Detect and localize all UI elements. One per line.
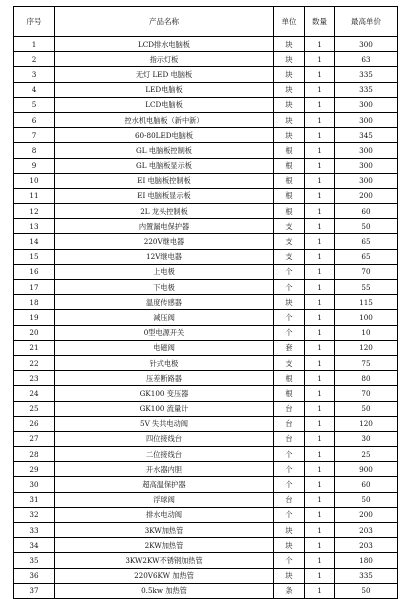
cell-quantity: 1 bbox=[305, 204, 335, 219]
table-row bbox=[14, 188, 398, 203]
table-row bbox=[14, 431, 398, 446]
cell-quantity: 1 bbox=[305, 447, 335, 462]
cell-quantity: 1 bbox=[305, 462, 335, 477]
cell-product-name: 针式电极 bbox=[55, 355, 274, 370]
cell-product-name: 开水器内胆 bbox=[55, 462, 274, 477]
cell-unit: 根 bbox=[274, 371, 305, 386]
cell-max-price: 75 bbox=[335, 355, 398, 370]
cell-serial: 14 bbox=[14, 234, 55, 249]
cell-product-name: 减压阀 bbox=[55, 310, 274, 325]
cell-unit: 个 bbox=[274, 264, 305, 279]
cell-serial: 32 bbox=[14, 507, 55, 522]
cell-product-name: 超高温保护器 bbox=[55, 477, 274, 492]
cell-serial: 10 bbox=[14, 173, 55, 188]
cell-quantity: 1 bbox=[305, 507, 335, 522]
cell-product-name: 2KW加热管 bbox=[55, 538, 274, 553]
cell-max-price: 10 bbox=[335, 325, 398, 340]
cell-max-price: 345 bbox=[335, 128, 398, 143]
cell-unit: 个 bbox=[274, 553, 305, 568]
cell-quantity: 1 bbox=[305, 477, 335, 492]
cell-product-name: 控水机电脑板（新中新） bbox=[55, 112, 274, 127]
cell-max-price: 203 bbox=[335, 538, 398, 553]
cell-max-price: 120 bbox=[335, 340, 398, 355]
cell-max-price: 335 bbox=[335, 67, 398, 82]
cell-max-price: 300 bbox=[335, 158, 398, 173]
cell-max-price: 100 bbox=[335, 310, 398, 325]
cell-max-price: 60 bbox=[335, 204, 398, 219]
cell-unit: 块 bbox=[274, 128, 305, 143]
cell-quantity: 1 bbox=[305, 492, 335, 507]
cell-quantity: 1 bbox=[305, 386, 335, 401]
cell-product-name: 220V继电器 bbox=[55, 234, 274, 249]
cell-max-price: 180 bbox=[335, 553, 398, 568]
cell-unit: 个 bbox=[274, 477, 305, 492]
cell-serial: 26 bbox=[14, 416, 55, 431]
cell-serial: 5 bbox=[14, 97, 55, 112]
cell-unit: 台 bbox=[274, 401, 305, 416]
cell-max-price: 120 bbox=[335, 416, 398, 431]
cell-unit: 支 bbox=[274, 234, 305, 249]
cell-product-name: LCD排水电脑板 bbox=[55, 37, 274, 52]
cell-quantity: 1 bbox=[305, 568, 335, 583]
cell-serial: 34 bbox=[14, 538, 55, 553]
cell-unit: 块 bbox=[274, 523, 305, 538]
cell-serial: 27 bbox=[14, 431, 55, 446]
cell-product-name: 内置漏电保护器 bbox=[55, 219, 274, 234]
cell-product-name: 指示灯板 bbox=[55, 52, 274, 67]
table-row bbox=[14, 553, 398, 568]
cell-quantity: 1 bbox=[305, 234, 335, 249]
cell-max-price: 335 bbox=[335, 82, 398, 97]
table-row bbox=[14, 492, 398, 507]
cell-unit: 根 bbox=[274, 386, 305, 401]
cell-unit: 个 bbox=[274, 462, 305, 477]
cell-unit: 条 bbox=[274, 583, 305, 598]
cell-unit: 支 bbox=[274, 219, 305, 234]
cell-max-price: 63 bbox=[335, 52, 398, 67]
cell-product-name: GL 电脑板控制板 bbox=[55, 143, 274, 158]
cell-max-price: 115 bbox=[335, 295, 398, 310]
cell-serial: 7 bbox=[14, 128, 55, 143]
cell-max-price: 300 bbox=[335, 143, 398, 158]
header-row bbox=[14, 7, 398, 37]
cell-quantity: 1 bbox=[305, 401, 335, 416]
cell-unit: 块 bbox=[274, 82, 305, 97]
cell-max-price: 900 bbox=[335, 462, 398, 477]
table-header bbox=[14, 7, 398, 37]
cell-product-name: 浮球阀 bbox=[55, 492, 274, 507]
cell-product-name: 二位接线台 bbox=[55, 447, 274, 462]
table-row bbox=[14, 583, 398, 598]
cell-max-price: 300 bbox=[335, 97, 398, 112]
cell-serial: 2 bbox=[14, 52, 55, 67]
table-row bbox=[14, 37, 398, 52]
header-max-price: 最高单价 bbox=[335, 7, 398, 37]
table-row bbox=[14, 128, 398, 143]
table-row bbox=[14, 97, 398, 112]
table-row bbox=[14, 477, 398, 492]
cell-product-name: EI 电脑板控制板 bbox=[55, 173, 274, 188]
cell-quantity: 1 bbox=[305, 583, 335, 598]
cell-quantity: 1 bbox=[305, 143, 335, 158]
table-row bbox=[14, 52, 398, 67]
table-row bbox=[14, 386, 398, 401]
cell-product-name: 0型电源开关 bbox=[55, 325, 274, 340]
header-unit: 单位 bbox=[274, 7, 305, 37]
cell-quantity: 1 bbox=[305, 158, 335, 173]
cell-quantity: 1 bbox=[305, 52, 335, 67]
cell-serial: 4 bbox=[14, 82, 55, 97]
cell-quantity: 1 bbox=[305, 416, 335, 431]
cell-product-name: 2L 龙头控制板 bbox=[55, 204, 274, 219]
cell-quantity: 1 bbox=[305, 37, 335, 52]
cell-serial: 1 bbox=[14, 37, 55, 52]
cell-unit: 个 bbox=[274, 325, 305, 340]
cell-quantity: 1 bbox=[305, 173, 335, 188]
cell-product-name: 5V 失共电动阀 bbox=[55, 416, 274, 431]
cell-unit: 块 bbox=[274, 67, 305, 82]
table-row bbox=[14, 538, 398, 553]
cell-serial: 21 bbox=[14, 340, 55, 355]
cell-serial: 35 bbox=[14, 553, 55, 568]
cell-max-price: 70 bbox=[335, 386, 398, 401]
cell-max-price: 300 bbox=[335, 112, 398, 127]
cell-product-name: 3KW加热管 bbox=[55, 523, 274, 538]
cell-quantity: 1 bbox=[305, 295, 335, 310]
table-row bbox=[14, 112, 398, 127]
cell-unit: 套 bbox=[274, 340, 305, 355]
cell-max-price: 25 bbox=[335, 447, 398, 462]
cell-quantity: 1 bbox=[305, 340, 335, 355]
cell-unit: 台 bbox=[274, 492, 305, 507]
table-row bbox=[14, 462, 398, 477]
table-row bbox=[14, 264, 398, 279]
cell-product-name: EI 电脑板显示板 bbox=[55, 188, 274, 203]
cell-unit: 根 bbox=[274, 143, 305, 158]
cell-product-name: LED电脑板 bbox=[55, 82, 274, 97]
cell-max-price: 200 bbox=[335, 507, 398, 522]
cell-serial: 36 bbox=[14, 568, 55, 583]
cell-quantity: 1 bbox=[305, 188, 335, 203]
cell-unit: 根 bbox=[274, 188, 305, 203]
cell-unit: 个 bbox=[274, 280, 305, 295]
table-row bbox=[14, 249, 398, 264]
cell-quantity: 1 bbox=[305, 325, 335, 340]
cell-serial: 15 bbox=[14, 249, 55, 264]
cell-product-name: 12V继电器 bbox=[55, 249, 274, 264]
table-row bbox=[14, 325, 398, 340]
cell-max-price: 203 bbox=[335, 523, 398, 538]
cell-max-price: 50 bbox=[335, 583, 398, 598]
cell-max-price: 300 bbox=[335, 173, 398, 188]
cell-max-price: 60 bbox=[335, 477, 398, 492]
cell-serial: 8 bbox=[14, 143, 55, 158]
cell-product-name: GL 电脑板显示板 bbox=[55, 158, 274, 173]
parts-price-table bbox=[13, 6, 398, 599]
cell-max-price: 200 bbox=[335, 188, 398, 203]
cell-serial: 24 bbox=[14, 386, 55, 401]
cell-serial: 9 bbox=[14, 158, 55, 173]
table-row bbox=[14, 401, 398, 416]
cell-serial: 12 bbox=[14, 204, 55, 219]
table-row bbox=[14, 523, 398, 538]
cell-quantity: 1 bbox=[305, 371, 335, 386]
table-row bbox=[14, 416, 398, 431]
cell-quantity: 1 bbox=[305, 310, 335, 325]
cell-max-price: 300 bbox=[335, 37, 398, 52]
cell-product-name: GK100 变压器 bbox=[55, 386, 274, 401]
cell-max-price: 55 bbox=[335, 280, 398, 295]
cell-quantity: 1 bbox=[305, 431, 335, 446]
cell-product-name: LCD电脑板 bbox=[55, 97, 274, 112]
table-row bbox=[14, 234, 398, 249]
cell-serial: 16 bbox=[14, 264, 55, 279]
table-body bbox=[14, 37, 398, 599]
cell-product-name: 上电极 bbox=[55, 264, 274, 279]
cell-serial: 22 bbox=[14, 355, 55, 370]
cell-unit: 根 bbox=[274, 204, 305, 219]
table-row bbox=[14, 143, 398, 158]
cell-max-price: 65 bbox=[335, 249, 398, 264]
cell-serial: 20 bbox=[14, 325, 55, 340]
header-quantity: 数量 bbox=[305, 7, 335, 37]
cell-quantity: 1 bbox=[305, 280, 335, 295]
cell-unit: 个 bbox=[274, 507, 305, 522]
table-row bbox=[14, 447, 398, 462]
cell-quantity: 1 bbox=[305, 82, 335, 97]
cell-serial: 31 bbox=[14, 492, 55, 507]
cell-unit: 块 bbox=[274, 295, 305, 310]
cell-unit: 块 bbox=[274, 538, 305, 553]
cell-product-name: 下电极 bbox=[55, 280, 274, 295]
cell-max-price: 50 bbox=[335, 492, 398, 507]
cell-max-price: 30 bbox=[335, 431, 398, 446]
header-product-name: 产品名称 bbox=[55, 7, 274, 37]
cell-serial: 19 bbox=[14, 310, 55, 325]
table-row bbox=[14, 219, 398, 234]
cell-serial: 6 bbox=[14, 112, 55, 127]
table-row bbox=[14, 158, 398, 173]
cell-max-price: 335 bbox=[335, 568, 398, 583]
cell-product-name: 电磁阀 bbox=[55, 340, 274, 355]
table-row bbox=[14, 310, 398, 325]
cell-quantity: 1 bbox=[305, 249, 335, 264]
cell-max-price: 65 bbox=[335, 234, 398, 249]
cell-quantity: 1 bbox=[305, 219, 335, 234]
table-row bbox=[14, 82, 398, 97]
table-row bbox=[14, 340, 398, 355]
cell-quantity: 1 bbox=[305, 553, 335, 568]
cell-quantity: 1 bbox=[305, 128, 335, 143]
cell-quantity: 1 bbox=[305, 112, 335, 127]
cell-unit: 根 bbox=[274, 158, 305, 173]
cell-quantity: 1 bbox=[305, 97, 335, 112]
cell-serial: 23 bbox=[14, 371, 55, 386]
table-row bbox=[14, 355, 398, 370]
header-serial: 序号 bbox=[14, 7, 55, 37]
cell-max-price: 80 bbox=[335, 371, 398, 386]
cell-serial: 18 bbox=[14, 295, 55, 310]
cell-product-name: 220V6KW 加热管 bbox=[55, 568, 274, 583]
table-row bbox=[14, 280, 398, 295]
cell-serial: 30 bbox=[14, 477, 55, 492]
cell-product-name: 无灯 LED 电脑板 bbox=[55, 67, 274, 82]
cell-max-price: 70 bbox=[335, 264, 398, 279]
cell-serial: 33 bbox=[14, 523, 55, 538]
cell-serial: 11 bbox=[14, 188, 55, 203]
table-row bbox=[14, 507, 398, 522]
cell-max-price: 50 bbox=[335, 401, 398, 416]
cell-quantity: 1 bbox=[305, 523, 335, 538]
cell-serial: 29 bbox=[14, 462, 55, 477]
cell-unit: 支 bbox=[274, 355, 305, 370]
table-row bbox=[14, 371, 398, 386]
cell-quantity: 1 bbox=[305, 538, 335, 553]
cell-unit: 块 bbox=[274, 97, 305, 112]
cell-unit: 块 bbox=[274, 112, 305, 127]
cell-product-name: 温度传感器 bbox=[55, 295, 274, 310]
cell-product-name: 四位接线台 bbox=[55, 431, 274, 446]
cell-product-name: 排水电动阀 bbox=[55, 507, 274, 522]
cell-unit: 个 bbox=[274, 447, 305, 462]
cell-unit: 块 bbox=[274, 52, 305, 67]
cell-quantity: 1 bbox=[305, 264, 335, 279]
cell-unit: 台 bbox=[274, 416, 305, 431]
cell-unit: 个 bbox=[274, 310, 305, 325]
cell-unit: 台 bbox=[274, 431, 305, 446]
cell-serial: 17 bbox=[14, 280, 55, 295]
cell-unit: 支 bbox=[274, 249, 305, 264]
cell-quantity: 1 bbox=[305, 67, 335, 82]
cell-max-price: 50 bbox=[335, 219, 398, 234]
cell-product-name: 压差断路器 bbox=[55, 371, 274, 386]
table-row bbox=[14, 204, 398, 219]
cell-serial: 25 bbox=[14, 401, 55, 416]
table-row bbox=[14, 295, 398, 310]
cell-unit: 根 bbox=[274, 173, 305, 188]
table-row bbox=[14, 568, 398, 583]
table-row bbox=[14, 67, 398, 82]
cell-quantity: 1 bbox=[305, 355, 335, 370]
cell-serial: 28 bbox=[14, 447, 55, 462]
cell-serial: 37 bbox=[14, 583, 55, 598]
cell-product-name: 0.5kw 加热管 bbox=[55, 583, 274, 598]
cell-unit: 块 bbox=[274, 37, 305, 52]
cell-product-name: 60-80LED电脑板 bbox=[55, 128, 274, 143]
cell-unit: 块 bbox=[274, 568, 305, 583]
cell-serial: 13 bbox=[14, 219, 55, 234]
cell-product-name: 3KW2KW不锈钢加热管 bbox=[55, 553, 274, 568]
cell-product-name: GK100 流量计 bbox=[55, 401, 274, 416]
table-row bbox=[14, 173, 398, 188]
cell-serial: 3 bbox=[14, 67, 55, 82]
